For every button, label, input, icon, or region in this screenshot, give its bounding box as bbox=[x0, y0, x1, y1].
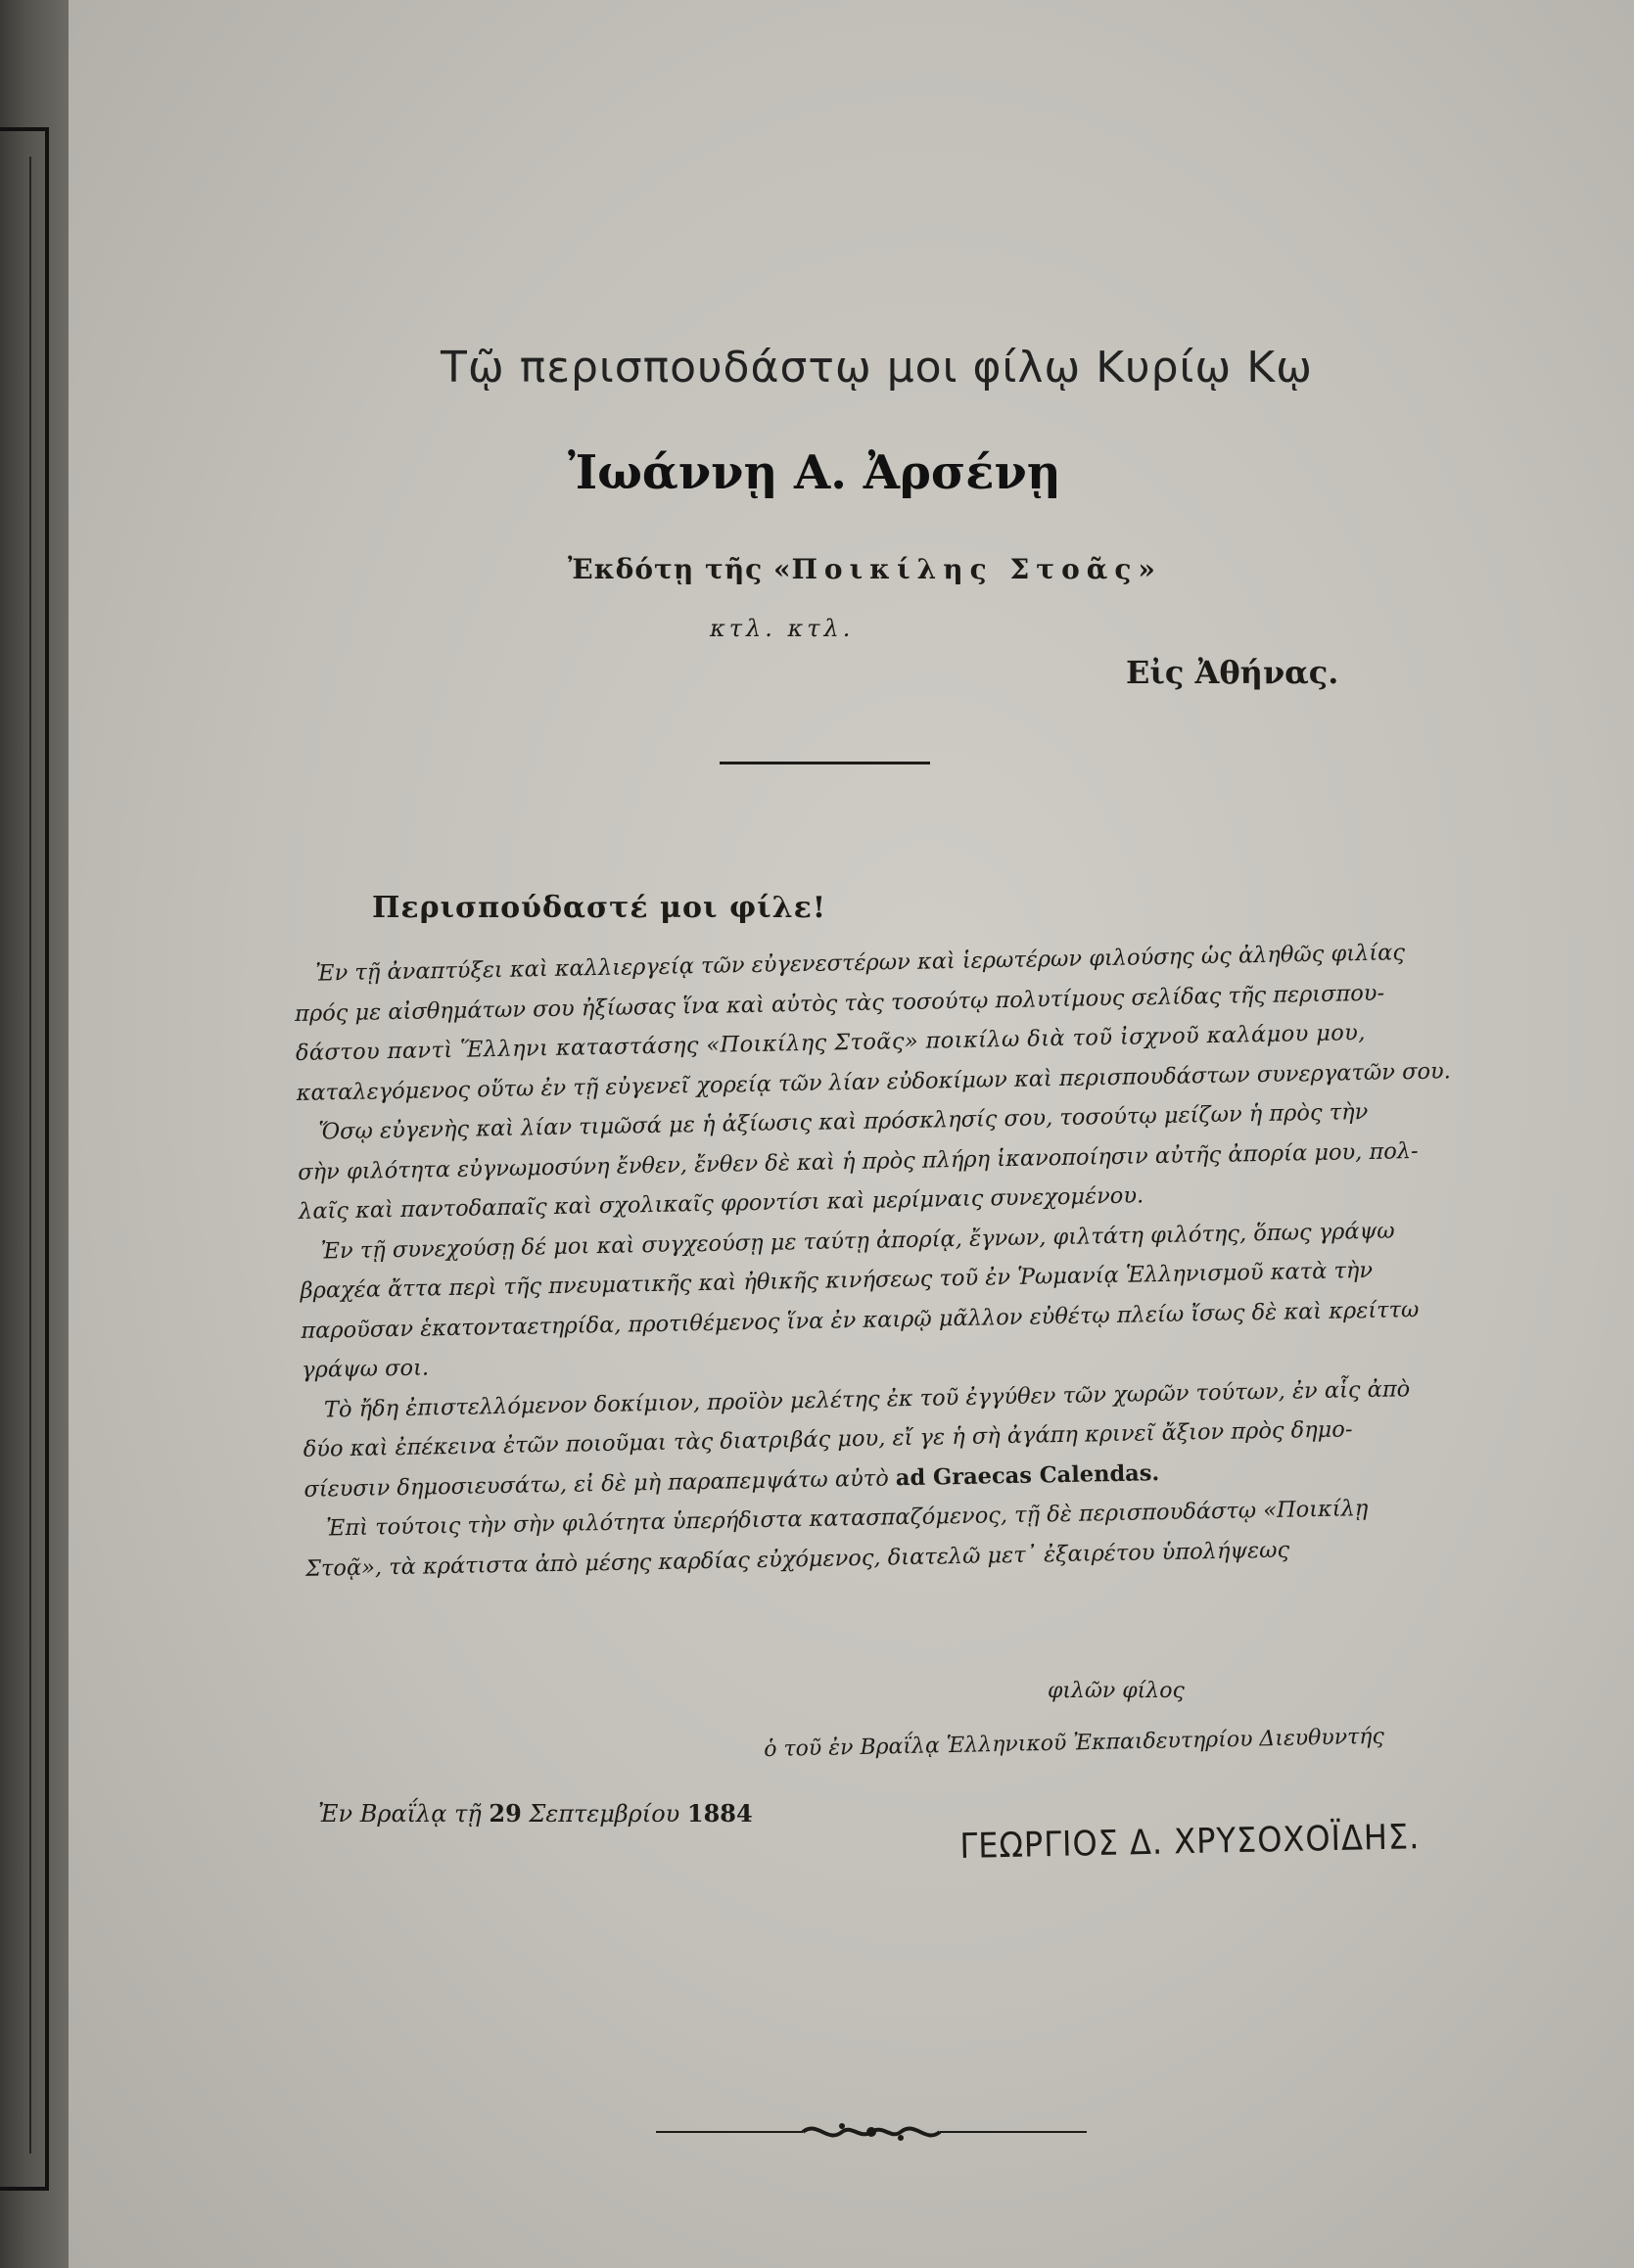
letter-line: σὴν φιλότητα εὐγνωμοσύνη ἔνθεν, ἔνθεν δὲ καὶ ἡ πρὸς πλήρη ἱκανοποίησιν αὐτῆς ἀπορία μου, πολ- bbox=[298, 1137, 1419, 1185]
dedication-title: Τῷ περισπουδάστῳ μοι φίλῳ Κυρίῳ Κῳ bbox=[441, 343, 1313, 393]
recipient-name: Ἰωάννῃ Α. Ἀρσένῃ bbox=[568, 445, 1061, 500]
letter-line: πρός με αἰσθημάτων σου ἠξίωσας ἵνα καὶ αὐτὸς τὰς τοσούτῳ πολυτίμους σελίδας τῆς περισπου- bbox=[294, 980, 1385, 1027]
letter-line: δύο καὶ ἐπέκεινα ἐτῶν ποιοῦμαι τὰς διατριβάς μου, εἴ γε ἡ σὴ ἀγάπη κρινεῖ ἄξιον πρὸς δημο- bbox=[303, 1416, 1353, 1462]
separator-rule bbox=[720, 762, 930, 764]
letter-body bbox=[294, 931, 1539, 1589]
letter-date bbox=[318, 1799, 753, 1828]
book-spine bbox=[0, 0, 69, 2268]
signature-name: ΓΕΩΡΓΙΟΣ Δ. ΧΡΥΣΟΧΟΪΔΗΣ. bbox=[959, 1816, 1421, 1867]
letter-line: βραχέα ἄττα περὶ τῆς πνευματικῆς καὶ ἠθικῆς κινήσεως τοῦ ἐν Ῥωμανίᾳ Ἑλληνισμοῦ κατὰ τὴν bbox=[300, 1257, 1374, 1304]
letter-line: παροῦσαν ἑκατονταετηρίδα, προτιθέμενος ἵνα ἐν καιρῷ μᾶλλον εὐθέτῳ πλείω ἴσως δὲ καὶ κρείττω bbox=[301, 1296, 1420, 1344]
role-suffix: » bbox=[1138, 553, 1156, 585]
date-day: 29 bbox=[489, 1799, 522, 1828]
letter-line-text: σίευσιν δημοσιευσάτω, εἰ δὲ μὴ παραπεμψάτω αὐτὸ bbox=[303, 1464, 897, 1503]
letter-salutation: Περισπούδαστέ μοι φίλε! bbox=[372, 891, 827, 925]
role-prefix: Ἐκδότῃ τῆς « bbox=[568, 553, 792, 585]
letter-line: Ἐν τῇ συνεχούσῃ δέ μοι καὶ συγχεούσῃ με ταύτῃ ἀπορίᾳ, ἔγνων, φιλτάτη φιλότης, ὅπως γράψω bbox=[320, 1217, 1395, 1265]
closing-line: Ἐπὶ τούτοις τὴν σὴν φιλότητα ὑπερήδιστα κατασπαζόμενος, τῇ δὲ περισπουδάστῳ «Ποικίλῃ bbox=[326, 1496, 1369, 1542]
letter-line: λαῖς καὶ παντοδαπαῖς καὶ σχολικαῖς φροντίσι καὶ μερίμναις συνεχομένου. bbox=[298, 1182, 1144, 1225]
latin-phrase: ad Graecas Calendas. bbox=[895, 1459, 1160, 1491]
letter-line: Τὸ ἤδη ἐπιστελλόμενον δοκίμιον, προϊὸν μελέτης ἐκ τοῦ ἐγγύθεν τῶν χωρῶν τούτων, ἐν αἷς ἀπὸ bbox=[323, 1375, 1411, 1422]
ornament-divider bbox=[656, 2114, 1087, 2150]
letter-line: Ὅσῳ εὐγενὴς καὶ λίαν τιμῶσά με ἡ ἀξίωσις καὶ πρόσκλησίς σου, τοσούτῳ μείζων ἡ πρὸς τὴν bbox=[318, 1098, 1369, 1145]
date-year: 1884 bbox=[686, 1799, 753, 1828]
letter-line: δάστου παντὶ Ἕλληνι καταστάσης «Ποικίλης Στοᾶς» ποικίλω διὰ τοῦ ἰσχνοῦ καλάμου μου, bbox=[295, 1019, 1367, 1066]
sign-off: φιλῶν φίλος bbox=[1048, 1679, 1185, 1703]
closing-line: Στοᾷ», τὰ κράτιστα ἀπὸ μέσης καρδίας εὐχόμενος, διατελῶ μετ᾽ ἐξαιρέτου ὑπολήψεως bbox=[304, 1537, 1290, 1582]
letter-line: γράψω σοι. bbox=[301, 1355, 430, 1383]
book-page bbox=[69, 0, 1634, 2268]
letter-line: Ἐν τῇ ἀναπτύξει καὶ καλλιεργείᾳ τῶν εὐγενεστέρων καὶ ἱερωτέρων φιλούσης ὡς ἀληθῶς φιλίας bbox=[315, 940, 1406, 987]
spine-inner-rule bbox=[0, 157, 31, 2153]
date-month: Σεπτεμβρίου bbox=[521, 1800, 687, 1828]
letter-line: καταλεγόμενος οὕτω ἐν τῇ εὐγενεῖ χορείᾳ τῶν λίαν εὐδοκίμων καὶ περισπουδάστων συνεργατῶν σου. bbox=[296, 1057, 1452, 1106]
journal-name: Ποικίλης Στοᾶς bbox=[791, 553, 1139, 585]
date-prefix: Ἐν Βραΐλᾳ τῇ bbox=[318, 1800, 490, 1828]
recipient-role bbox=[568, 553, 1156, 585]
et-cetera: κτλ. κτλ. bbox=[710, 615, 855, 642]
destination-city: Εἰς Ἀθήνας. bbox=[1126, 654, 1339, 691]
sender-title: ὁ τοῦ ἐν Βραΐλᾳ Ἑλληνικοῦ Ἐκπαιδευτηρίου Διευθυντής bbox=[764, 1724, 1385, 1762]
